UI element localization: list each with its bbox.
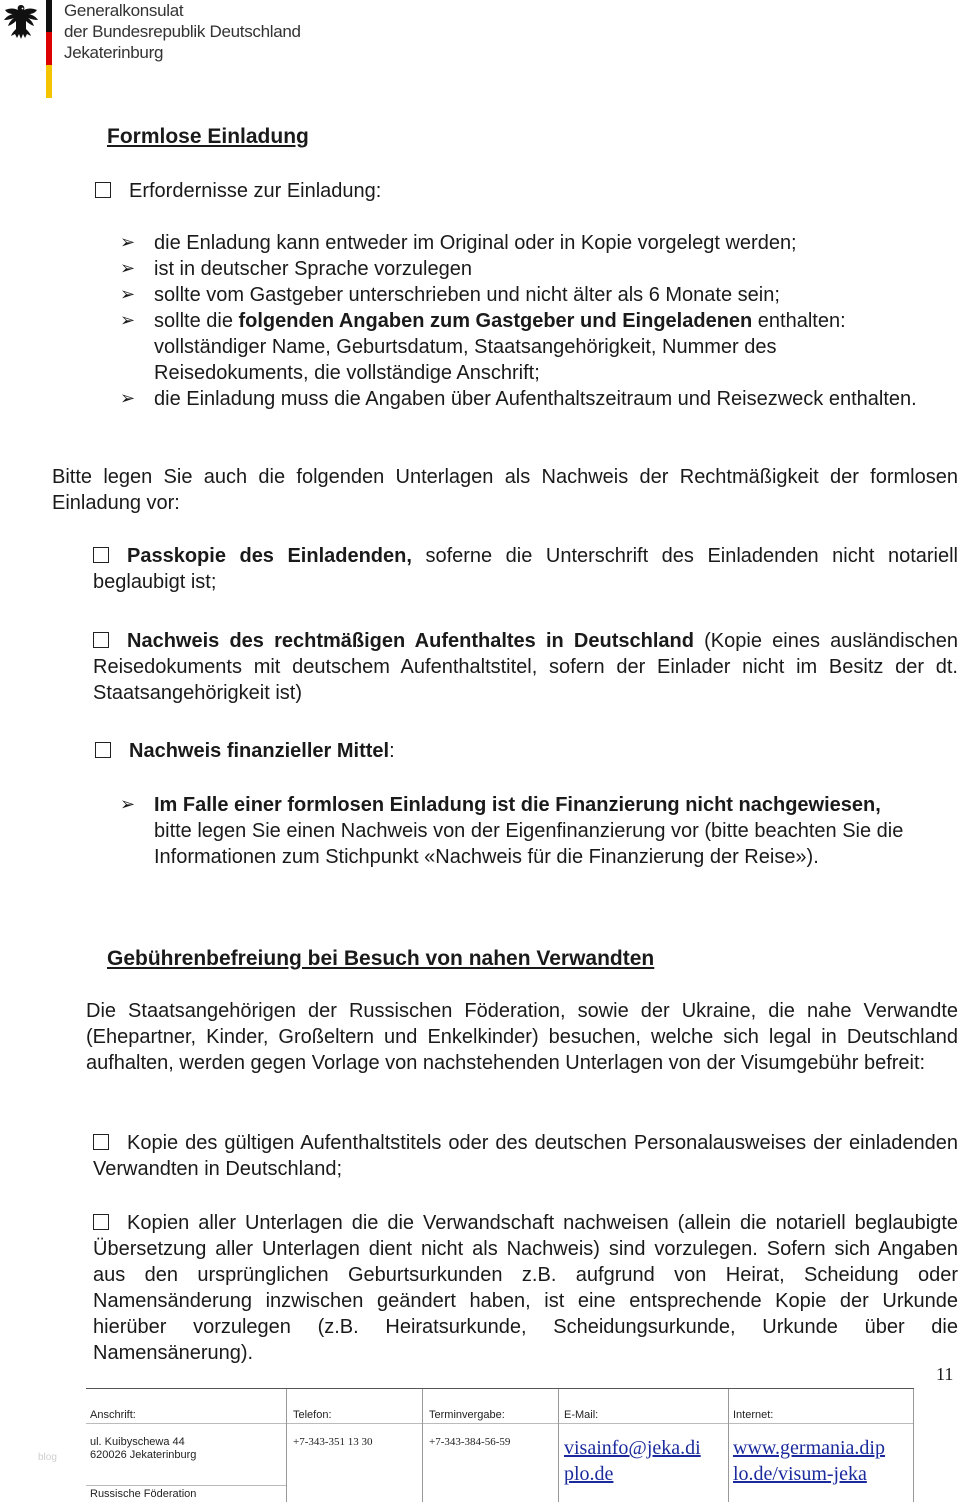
list-item: ➢ die Einladung muss die Angaben über Aufenthaltszeitraum und Reisezweck enthalten. bbox=[120, 386, 920, 412]
checkbox-icon bbox=[93, 547, 109, 563]
financing-list bbox=[120, 792, 920, 870]
footer-contact-table bbox=[86, 1388, 914, 1502]
watermark: blog bbox=[38, 1452, 57, 1463]
section-title: Formlose Einladung bbox=[107, 125, 309, 148]
checkbox-icon bbox=[93, 632, 109, 648]
column-divider bbox=[422, 1389, 423, 1502]
phone-value: +7-343-351 13 30 bbox=[293, 1436, 373, 1448]
divider bbox=[86, 1423, 914, 1424]
website-link[interactable]: www.germania.dip lo.de/visum-jeka bbox=[733, 1437, 885, 1485]
federal-eagle-icon bbox=[2, 2, 40, 42]
column-divider bbox=[558, 1389, 559, 1502]
list-item: ➢ sollte die folgenden Angaben zum Gastgeber und Eingeladenen enthalten: vollständiger Name, Geburtsdatum, Staatsangehörigkeit, Nummer des Reisedokuments, die vollständige Anschrift; bbox=[120, 308, 920, 386]
document-item: Nachweis des rechtmäßigen Aufenthaltes in Deutschland (Kopie eines ausländischen Reisedokuments mit deutschem Aufenthaltstitel, sofern der Einlader nicht im Besitz der dt. Staatsangehörigkeit ist) bbox=[93, 630, 958, 704]
internet-label: Internet: bbox=[733, 1409, 774, 1421]
paragraph: Die Staatsangehörigen der Russischen Föderation, sowie der Ukraine, die nahe Verwandte (Ehepartner, Kinder, Großeltern und Enkelkinder) besuchen, welche sich legal in Deutschland aufhalten, werden gegen Vorlage von nachstehenden Unterlagen von der Visumgebühr befreit: bbox=[86, 1000, 958, 1074]
phone-label: Telefon: bbox=[293, 1409, 332, 1421]
address-line: 620026 Jekaterinburg bbox=[90, 1449, 197, 1461]
document-item: Kopien aller Unterlagen die die Verwandschaft nachweisen (allein die notariell beglaubigte Übersetzung aller Unterlagen dient nicht als Nachweis) sind vorzulegen. Sofern sich Angaben aus den ursprünglichen Geburtsurkunden z.B. aufgrund von Heirat, Scheidung oder Namensänderung inzwischen geändert haben, ist eine entsprechende Kopie der Urkunde hierüber vorzulegen (z.B. Heiratsurkunde, Scheidungsurkunde, Urkunde über die Namensänerung). bbox=[93, 1212, 958, 1364]
issuer-line: Generalkonsulat bbox=[64, 1, 184, 20]
requirements-label: Erfordernisse zur Einladung: bbox=[95, 178, 381, 204]
column-divider bbox=[728, 1389, 729, 1502]
email-link[interactable]: visainfo@jeka.di plo.de bbox=[564, 1437, 701, 1485]
issuer-line: der Bundesrepublik Deutschland bbox=[64, 22, 301, 41]
email-label: E-Mail: bbox=[564, 1409, 599, 1421]
section-title: Gebührenbefreiung bei Besuch von nahen Verwandten bbox=[107, 947, 655, 970]
address-line: Russische Föderation bbox=[90, 1488, 197, 1500]
address-label: Anschrift: bbox=[90, 1409, 136, 1421]
column-divider bbox=[913, 1389, 914, 1502]
requirements-list bbox=[120, 230, 920, 412]
list-item: ➢ sollte vom Gastgeber unterschrieben und nicht älter als 6 Monate sein; bbox=[120, 282, 920, 308]
column-divider bbox=[286, 1389, 287, 1502]
appointment-value: +7-343-384-56-59 bbox=[429, 1436, 511, 1448]
document-item: Passkopie des Einladenden, soferne die Unterschrift des Einladenden nicht notariell beglaubigt ist; bbox=[93, 545, 958, 593]
checkbox-icon bbox=[95, 182, 111, 198]
checkbox-icon bbox=[95, 742, 111, 758]
list-item: ➢ Im Falle einer formlosen Einladung ist die Finanzierung nicht nachgewiesen, bitte legen Sie einen Nachweis von der Eigenfinanzierung vor (bitte beachten Sie die Informationen zum Stichpunkt «Nachweis für die Finanzierung der Reise»). bbox=[120, 792, 920, 870]
checkbox-icon bbox=[93, 1214, 109, 1230]
issuer-line: Jekaterinburg bbox=[64, 43, 164, 62]
checkbox-icon bbox=[93, 1134, 109, 1150]
divider bbox=[86, 1485, 286, 1486]
list-item: ➢ die Enladung kann entweder im Original oder in Kopie vorgelegt werden; bbox=[120, 230, 920, 256]
address-line: ul. Kuibyschewa 44 bbox=[90, 1436, 185, 1448]
german-flag-bar bbox=[46, 0, 52, 98]
paragraph: Bitte legen Sie auch die folgenden Unterlagen als Nachweis der Rechtmäßigkeit der formlosen Einladung vor: bbox=[52, 466, 958, 514]
document-item: Nachweis finanzieller Mittel: bbox=[95, 738, 395, 764]
document-item: Kopie des gültigen Aufenthaltstitels oder des deutschen Personalausweises der einladenden Verwandten in Deutschland; bbox=[93, 1132, 958, 1180]
issuer-block bbox=[64, 0, 301, 63]
page-number: 11 bbox=[936, 1364, 954, 1384]
appointment-label: Terminvergabe: bbox=[429, 1409, 505, 1421]
list-item: ➢ ist in deutscher Sprache vorzulegen bbox=[120, 256, 920, 282]
